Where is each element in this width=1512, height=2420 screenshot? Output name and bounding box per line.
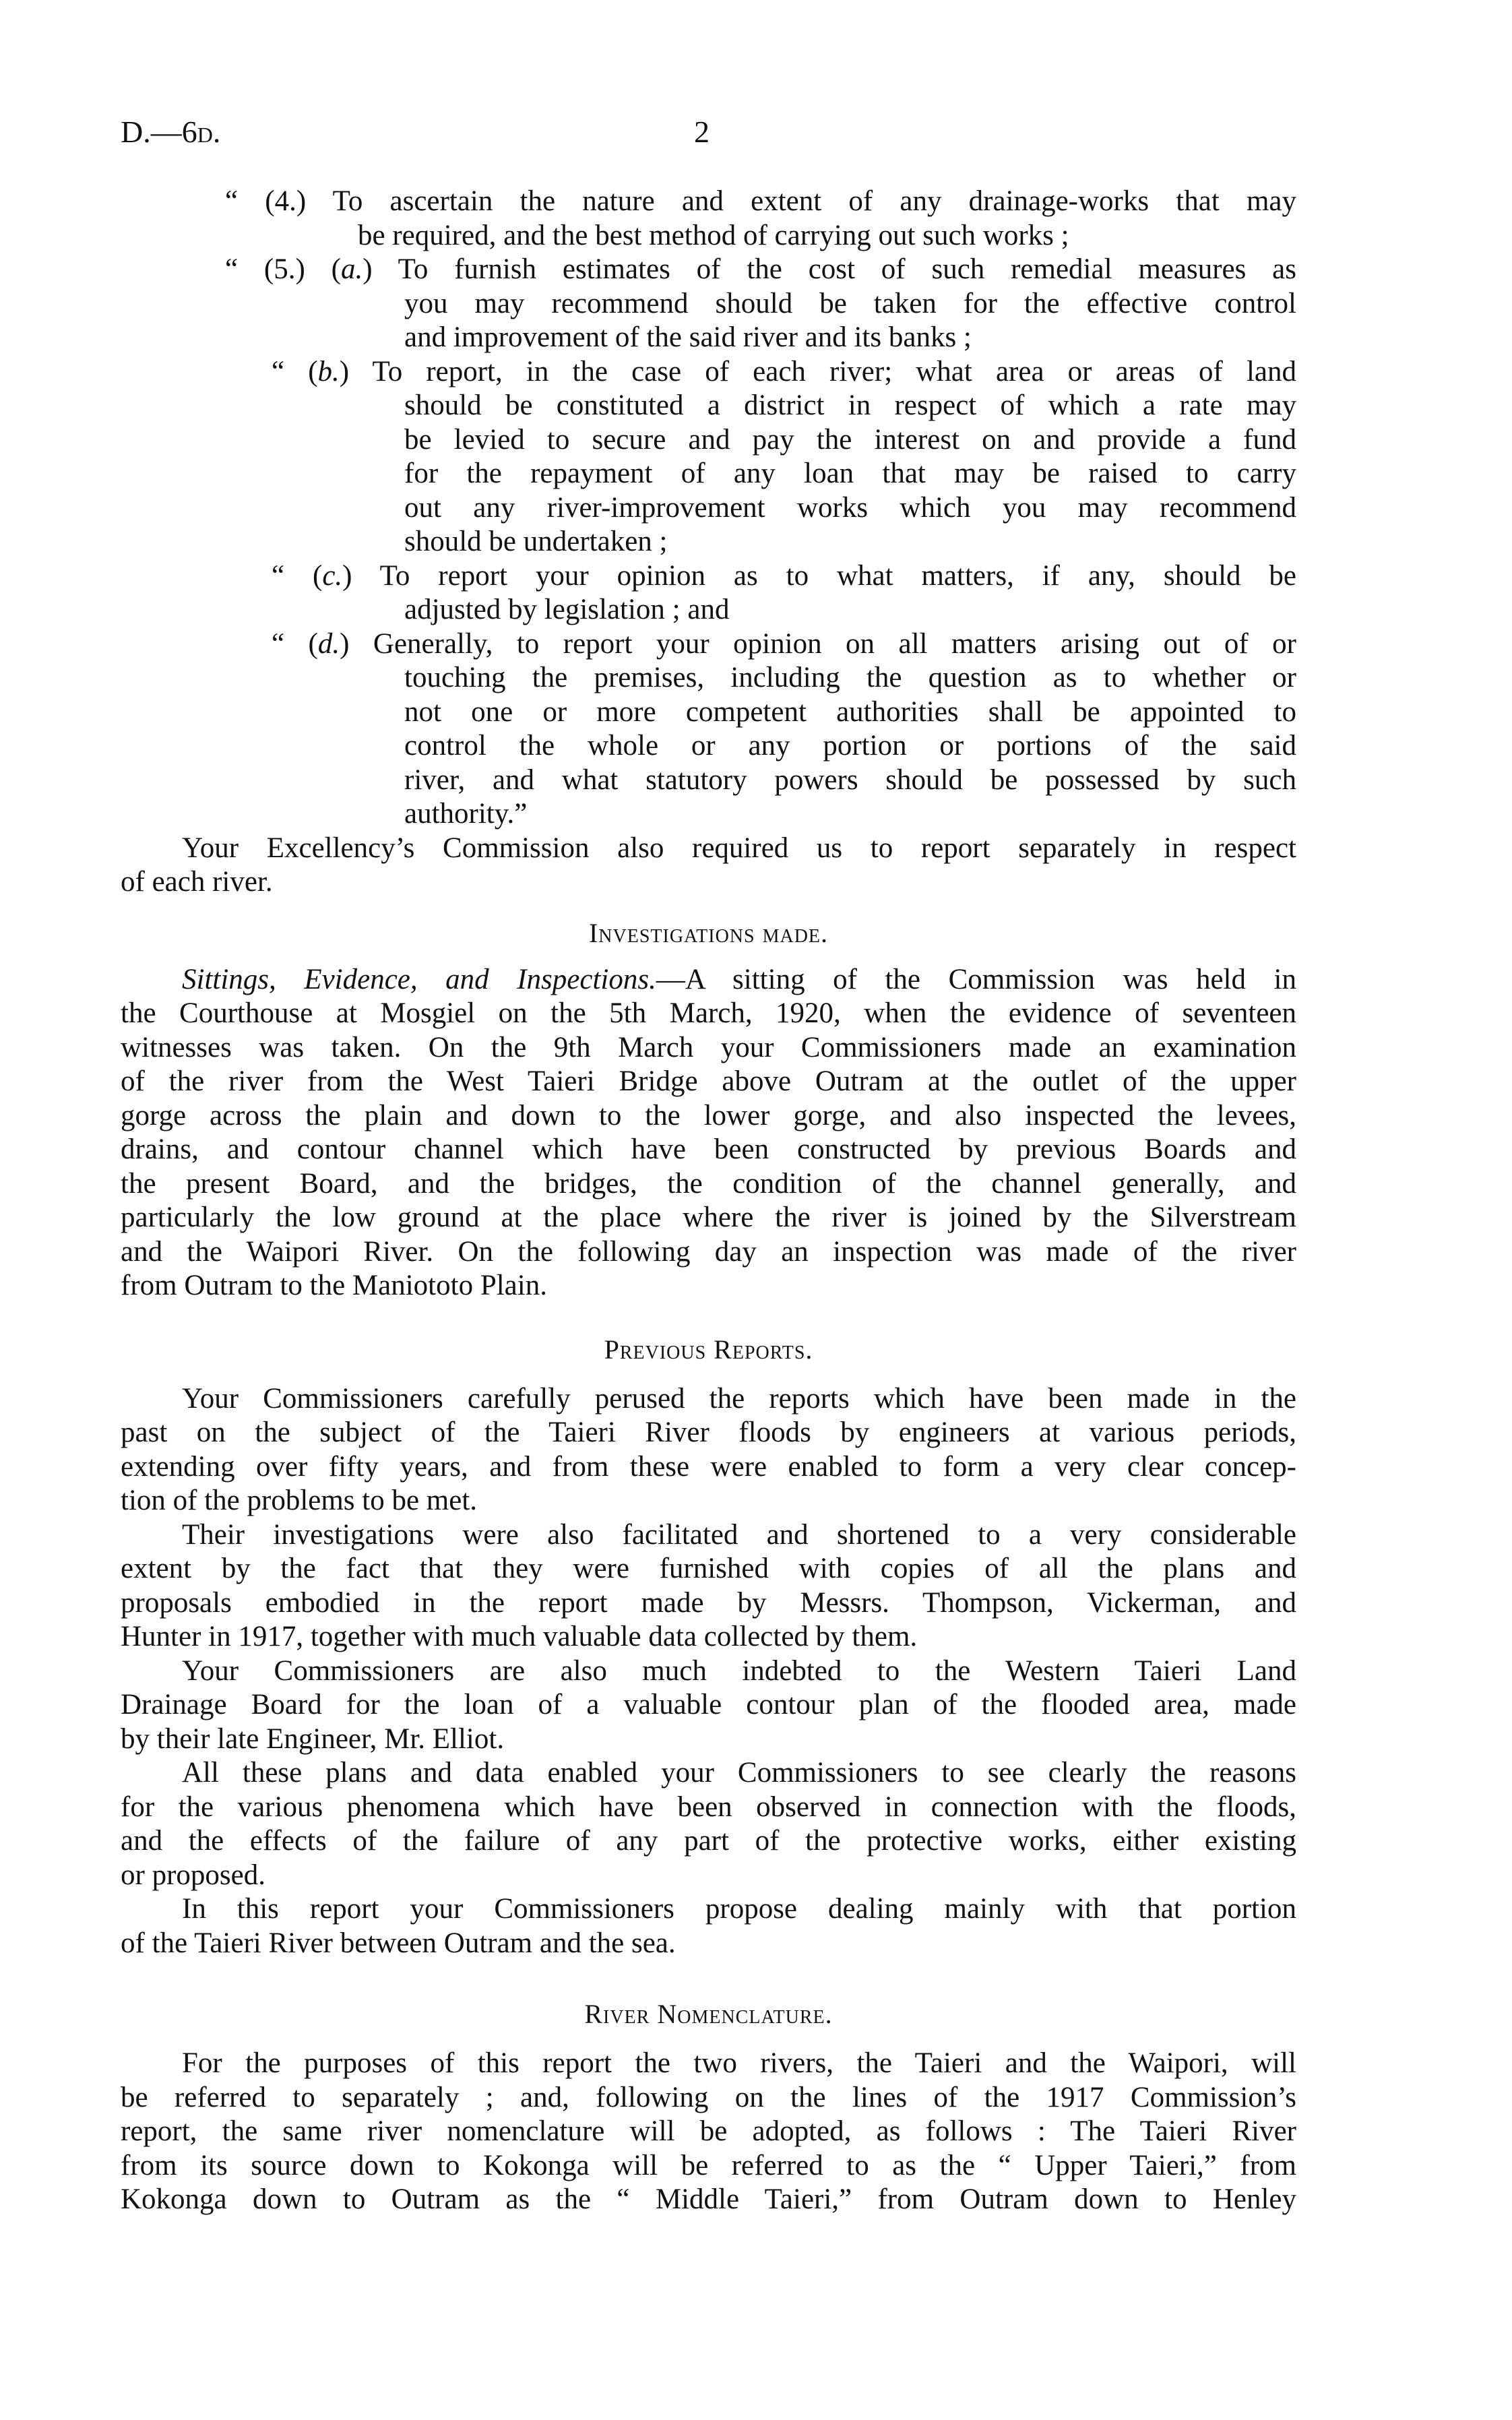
text-block <box>0 185 1512 900</box>
text-segment: you may recommend should be taken for the effective control <box>404 287 1296 319</box>
text-block <box>0 1382 1512 1961</box>
text-segment: past on the subject of the Taieri River floods by engineers at various periods, <box>121 1417 1296 1448</box>
text-block <box>0 2047 1512 2217</box>
text-segment: control the whole or any portion or portions of the said <box>404 730 1296 762</box>
text-line <box>404 287 1296 321</box>
text-line <box>404 491 1296 526</box>
section-heading: Previous Reports. <box>604 1334 813 1365</box>
text-line <box>121 1450 1296 1485</box>
text-line <box>182 1382 1296 1417</box>
text-segment: “ (4.) To ascertain the nature and extent of any drainage-works that may <box>225 185 1296 217</box>
text-segment: and improvement of the said river and its banks ; <box>404 321 972 353</box>
italic-text: a. <box>340 253 363 285</box>
text-line <box>182 1756 1296 1791</box>
text-line <box>121 1791 1296 1825</box>
text-line <box>225 185 1296 219</box>
text-segment: For the purposes of this report the two rivers, the Taieri and the Waipori, will <box>182 2047 1296 2079</box>
text-line <box>121 1859 1296 1893</box>
text-segment: “ (5.) ( <box>225 253 341 285</box>
text-line <box>121 2081 1296 2115</box>
text-segment: “ ( <box>272 559 323 592</box>
text-line <box>404 457 1296 491</box>
text-line <box>121 1586 1296 1621</box>
text-line <box>121 2115 1296 2149</box>
text-line <box>404 525 1296 559</box>
text-line <box>272 355 1296 390</box>
text-line <box>182 1518 1296 1553</box>
text-segment: Your Commissioners are also much indebted to the Western Taieri Land <box>182 1654 1296 1687</box>
text-line <box>121 1688 1296 1723</box>
italic-text: b. <box>317 355 340 387</box>
text-segment: should be constituted a district in respect of which a rate may <box>404 390 1296 421</box>
text-block <box>0 963 1512 1303</box>
text-line <box>121 1723 1296 1757</box>
text-line <box>121 1620 1296 1654</box>
text-segment: authority.” <box>404 798 528 830</box>
text-line <box>121 865 1296 900</box>
text-line <box>121 1484 1296 1518</box>
text-segment: All these plans and data enabled your Commissioners to see clearly the reasons <box>182 1757 1296 1789</box>
text-line <box>404 389 1296 423</box>
text-segment: particularly the low ground at the place where the river is joined by the Silverstream <box>121 1202 1296 1233</box>
text-segment: witnesses was taken. On the 9th March your Commissioners made an examination <box>121 1031 1296 1063</box>
text-segment: be levied to secure and pay the interest on and provide a fund <box>404 423 1296 456</box>
text-line <box>121 1133 1296 1167</box>
text-segment: should be undertaken ; <box>404 526 668 557</box>
text-line <box>121 1416 1296 1450</box>
text-segment: Drainage Board for the loan of a valuable contour plan of the flooded area, made <box>121 1689 1296 1720</box>
text-line <box>121 1269 1296 1303</box>
text-line <box>404 797 1296 832</box>
text-segment: Their investigations were also facilitated and shortened to a very considerable <box>182 1518 1296 1551</box>
text-segment: touching the premises, including the question as to whether or <box>404 662 1296 693</box>
text-segment: report, the same river nomenclature will be adopted, as follows : The Taieri River <box>121 2115 1296 2147</box>
text-segment: from its source down to Kokonga will be referred to as the “ Upper Taieri,” from <box>121 2149 1296 2181</box>
text-line <box>121 1167 1296 1202</box>
text-line <box>121 1552 1296 1586</box>
text-segment: drains, and contour channel which have been constructed by previous Boards and <box>121 1134 1296 1165</box>
text-segment: from Outram to the Maniototo Plain. <box>121 1270 547 1301</box>
text-segment: and the effects of the failure of any part of the protective works, either existing <box>121 1825 1296 1857</box>
text-segment: Your Excellency’s Commission also required us to report separately in respect <box>182 832 1296 864</box>
text-segment: for the repayment of any loan that may be raised to carry <box>404 458 1296 489</box>
document-code: D.—6d. <box>121 115 221 149</box>
text-line <box>121 1031 1296 1065</box>
text-segment: the Courthouse at Mosgiel on the 5th March, 1920, when the evidence of seventeen <box>121 997 1296 1029</box>
text-segment: river, and what statutory powers should be possessed by such <box>404 764 1296 796</box>
text-segment: ) To furnish estimates of the cost of such remedial measures as <box>363 253 1296 285</box>
text-segment: gorge across the plain and down to the lower gorge, and also inspected the levees, <box>121 1099 1296 1131</box>
section-heading: Investigations made. <box>588 917 829 948</box>
text-line <box>404 593 1296 627</box>
text-segment: —A sitting of the Commission was held in <box>656 963 1296 995</box>
text-segment: ) To report your opinion as to what matters, if any, should be <box>342 559 1296 592</box>
text-segment: extending over fifty years, and from these were enabled to form a very clear concep- <box>121 1450 1296 1483</box>
text-line <box>121 1201 1296 1235</box>
text-line <box>404 321 1296 355</box>
text-segment: Hunter in 1917, together with much valuable data collected by them. <box>121 1621 918 1652</box>
text-segment: the present Board, and the bridges, the condition of the channel generally, and <box>121 1167 1296 1200</box>
text-segment: be required, and the best method of carrying out such works ; <box>358 219 1069 251</box>
text-line <box>121 1065 1296 1099</box>
text-line <box>182 832 1296 866</box>
text-line <box>121 2183 1296 2217</box>
text-line <box>404 764 1296 798</box>
text-segment: of the river from the West Taieri Bridge above Outram at the outlet of the upper <box>121 1065 1296 1097</box>
text-segment: by their late Engineer, Mr. Elliot. <box>121 1723 505 1755</box>
text-segment: In this report your Commissioners propose dealing mainly with that portion <box>182 1893 1296 1925</box>
text-segment: “ ( <box>272 355 318 387</box>
text-line <box>404 729 1296 764</box>
text-segment: adjusted by legislation ; and <box>404 594 730 625</box>
italic-text: Sittings, Evidence, and Inspections. <box>182 963 656 995</box>
text-segment: be referred to separately ; and, following on the lines of the 1917 Commission’s <box>121 2081 1296 2113</box>
text-line <box>121 1927 1296 1961</box>
page-number: 2 <box>694 115 710 149</box>
text-segment: Your Commissioners carefully perused the reports which have been made in the <box>182 1382 1296 1415</box>
text-line <box>272 559 1296 594</box>
text-segment: or proposed. <box>121 1859 265 1891</box>
text-line <box>404 423 1296 458</box>
text-line <box>225 253 1296 287</box>
section-heading: River Nomenclature. <box>584 1999 833 2029</box>
text-segment: ) Generally, to report your opinion on all matters arising out of or <box>340 627 1296 660</box>
text-segment: for the various phenomena which have been observed in connection with the floods, <box>121 1791 1296 1823</box>
text-segment: and the Waipori River. On the following day an inspection was made of the river <box>121 1235 1296 1268</box>
text-line <box>121 1099 1296 1134</box>
text-segment: not one or more competent authorities shall be appointed to <box>404 695 1296 728</box>
text-line <box>121 997 1296 1031</box>
text-segment: proposals embodied in the report made by Messrs. Thompson, Vickerman, and <box>121 1586 1296 1619</box>
text-segment: “ ( <box>272 627 318 660</box>
text-segment: ) To report, in the case of each river; what area or areas of land <box>339 355 1296 387</box>
text-segment: extent by the fact that they were furnished with copies of all the plans and <box>121 1553 1296 1584</box>
text-segment: of each river. <box>121 866 273 898</box>
text-segment: of the Taieri River between Outram and the sea. <box>121 1927 676 1959</box>
text-segment: out any river-improvement works which you may recommend <box>404 491 1296 524</box>
document-body <box>0 185 1512 2217</box>
text-segment: tion of the problems to be met. <box>121 1485 478 1516</box>
italic-text: d. <box>317 627 340 660</box>
text-line <box>182 2047 1296 2081</box>
text-line <box>404 661 1296 695</box>
text-segment: Kokonga down to Outram as the “ Middle Taieri,” from Outram down to Henley <box>121 2183 1296 2215</box>
text-line <box>121 2149 1296 2183</box>
text-line <box>358 219 1296 253</box>
text-line <box>121 1235 1296 1270</box>
text-line <box>182 1654 1296 1689</box>
italic-text: c. <box>322 559 343 592</box>
text-line <box>272 627 1296 662</box>
text-line <box>404 695 1296 730</box>
text-line <box>182 1892 1296 1927</box>
text-line <box>121 1824 1296 1859</box>
text-line <box>182 963 1296 997</box>
